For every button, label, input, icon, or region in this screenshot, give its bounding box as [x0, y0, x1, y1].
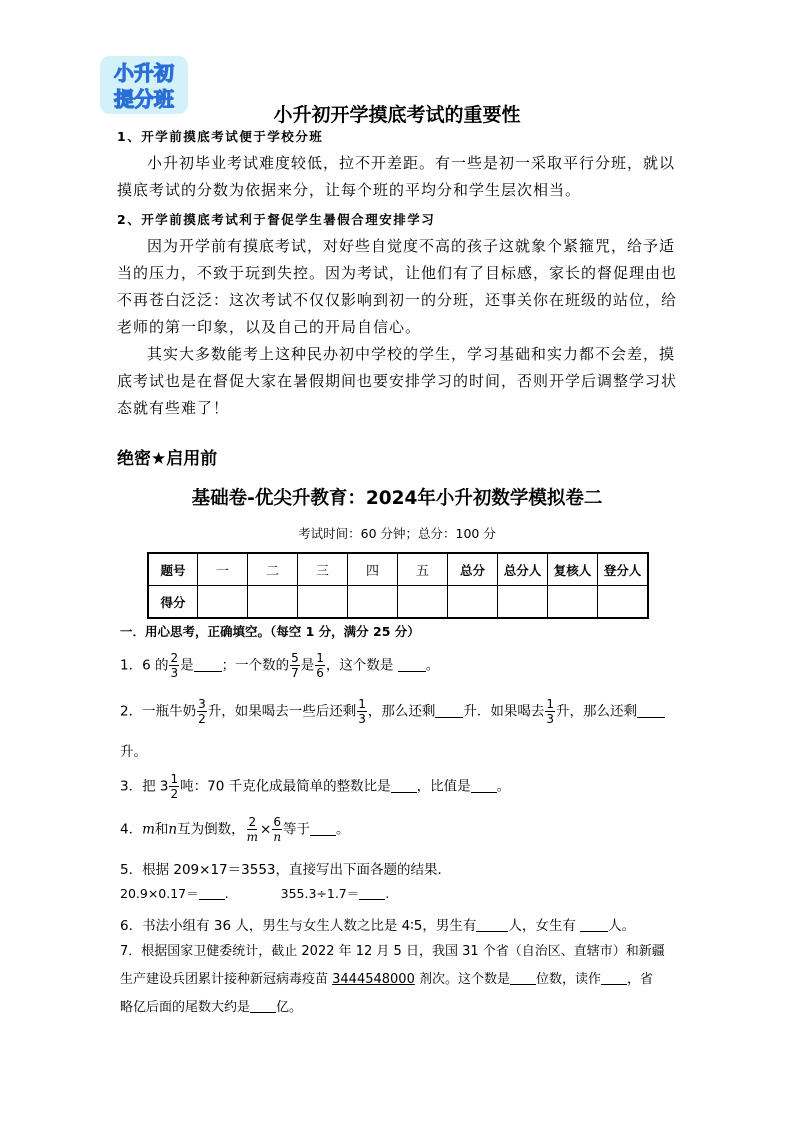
exam-meta: 考试时间：60 分钟；总分：100 分 [298, 526, 496, 541]
section-1-heading: 1、开学前摸底考试便于学校分班 [117, 129, 324, 144]
question-7: 7．根据国家卫健委统计，截止 2022 年 12 月 5 日，我国 31 个省（自治区、直辖市）和新疆 [120, 944, 665, 959]
fraction: $\frac{6}{n}$ [273, 815, 282, 844]
table-cell: 五 [398, 553, 448, 586]
score-cell[interactable] [598, 586, 649, 619]
question-3: 3．把 3 $\frac{1}{2}$ 吨：70 千克化成最简单的整数比是 ，比值是 。 [120, 772, 511, 801]
answer-blank[interactable] [199, 885, 225, 900]
question-7-line-3: 略亿后面的尾数大约是 亿。 [120, 1000, 303, 1015]
answer-blank[interactable] [510, 970, 536, 985]
answer-blank[interactable] [359, 885, 385, 900]
answer-blank[interactable] [398, 657, 426, 672]
answer-blank[interactable] [250, 998, 276, 1013]
intro-title: 小升初开学摸底考试的重要性 [273, 104, 521, 126]
section-2-paragraph-2: 其实大多数能考上这种民办初中学校的学生，学习基础和实力都不会差，摸底考试也是在督促大家在暑假期间也要安排学习的时间，否则开学后调整学习状态就有些难了！ [117, 345, 678, 417]
fraction: $\frac{2}{m}$ [246, 815, 258, 844]
question-6: 6．书法小组有 36 人，男生与女生人数之比是 4∶5，男生有 人，女生有 人。 [120, 918, 636, 934]
table-cell: 题号 [148, 553, 198, 586]
fraction: $\frac{1}{6}$ [316, 651, 324, 680]
question-5: 5．根据 209×17＝3553，直接写出下面各题的结果． [120, 862, 451, 878]
score-cell[interactable] [398, 586, 448, 619]
fraction: $\frac{1}{3}$ [358, 697, 366, 726]
score-cell[interactable] [198, 586, 248, 619]
question-5-equations: 20.9×0.17＝ . 355.3÷1.7＝ . [120, 886, 390, 901]
score-cell[interactable] [298, 586, 348, 619]
score-cell[interactable] [248, 586, 298, 619]
fraction: $\frac{1}{2}$ [170, 772, 179, 801]
table-cell: 得分 [148, 586, 198, 619]
table-cell: 三 [298, 553, 348, 586]
part-1-heading: 一．用心思考，正确填空。（每空 1 分，满分 25 分） [120, 624, 420, 639]
confidential-label: 绝密★启用前 [117, 449, 218, 469]
table-cell: 登分人 [598, 553, 649, 586]
question-4: 4．m和n互为倒数， $\frac{2}{m}$ × $\frac{6}{n}$ 等于 。 [120, 815, 350, 844]
answer-blank[interactable] [391, 778, 417, 793]
fraction: $\frac{5}{7}$ [291, 651, 299, 680]
answer-blank[interactable] [637, 703, 665, 718]
section-2-heading: 2、开学前摸底考试利于督促学生暑假合理安排学习 [117, 212, 436, 227]
score-cell[interactable] [548, 586, 598, 619]
score-cell[interactable] [498, 586, 548, 619]
table-cell: 四 [348, 553, 398, 586]
section-2-paragraph-1: 因为开学前有摸底考试，对好些自觉度不高的孩子这就象个紧箍咒，给予适当的压力，不致于玩到失控。因为考试，让他们有了目标感，家长的督促理由也不再苍白泛泛：这次考试不仅仅影响到初一的分班，还事关你在班级的站位，给老师的第一印象，以及自己的开局自信心。 [117, 237, 678, 336]
score-cell[interactable] [348, 586, 398, 619]
table-cell: 二 [248, 553, 298, 586]
logo-text-2: 提分班 [114, 87, 174, 111]
logo-text-1: 小升初 [114, 61, 174, 85]
question-2-continued: 升。 [120, 744, 147, 760]
table-cell: 总分人 [498, 553, 548, 586]
answer-blank[interactable] [310, 821, 336, 836]
answer-blank[interactable] [435, 703, 463, 718]
answer-blank[interactable] [476, 917, 508, 932]
section-1-paragraph: 小升初毕业考试难度较低，拉不开差距。有一些是初一采取平行分班，就以摸底考试的分数为依据来分，让每个班的平均分和学生层次相当。 [117, 154, 676, 199]
table-cell: 总分 [448, 553, 498, 586]
score-table-score-row [148, 586, 648, 619]
score-table [147, 552, 649, 619]
score-cell[interactable] [448, 586, 498, 619]
answer-blank[interactable] [580, 917, 608, 932]
answer-blank[interactable] [194, 657, 222, 672]
question-7-line-2: 生产建设兵团累计接种新冠病毒疫苗 3444548000 剂次。这个数是 位数，读作 ，省 [120, 972, 654, 987]
exam-title: 基础卷-优尖升教育：2024年小升初数学模拟卷二 [191, 488, 603, 509]
table-cell: 复核人 [548, 553, 598, 586]
fraction: $\frac{1}{3}$ [546, 697, 555, 726]
answer-blank[interactable] [601, 970, 627, 985]
question-1: 1．6 的 $\frac{2}{3}$ 是 ；一个数的 $\frac{5}{7}$ 是 $\frac{1}{6}$ ，这个数是 。 [120, 651, 440, 680]
question-2: 2．一瓶牛奶 $\frac{3}{2}$ 升，如果喝去一些后还剩 $\frac{1}{3}$ ，那么还剩 升．如果喝去 $\frac{1}{3}$ 升，那么还剩 [120, 697, 665, 726]
table-cell: 一 [198, 553, 248, 586]
fraction: $\frac{3}{2}$ [198, 697, 206, 726]
fraction: $\frac{2}{3}$ [170, 651, 179, 680]
answer-blank[interactable] [471, 778, 497, 793]
score-table-header-row [148, 553, 648, 586]
